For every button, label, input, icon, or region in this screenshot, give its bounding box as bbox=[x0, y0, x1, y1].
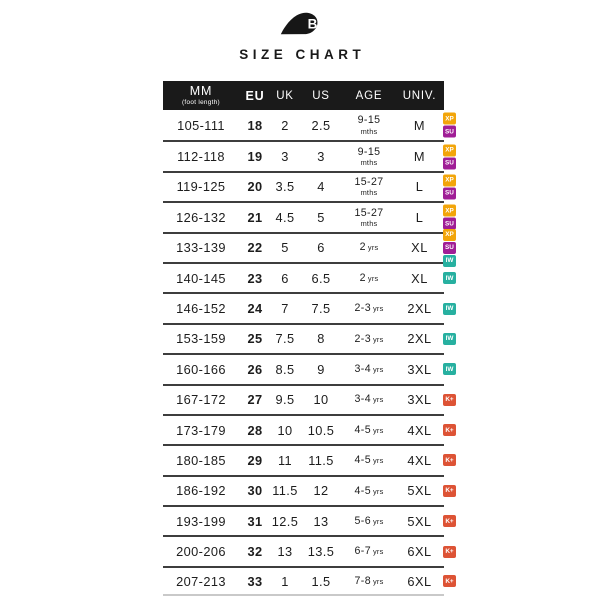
cell-us-size: 6 bbox=[317, 240, 325, 256]
age-unit: yrs bbox=[367, 273, 379, 283]
cell-uk-size: 7.5 bbox=[275, 331, 295, 347]
badge-su: SU bbox=[443, 157, 456, 169]
cell-eu-size: 33 bbox=[247, 573, 263, 589]
cell-age bbox=[343, 364, 395, 375]
table-row bbox=[163, 535, 454, 565]
cell-age bbox=[343, 303, 395, 314]
age-unit: yrs bbox=[373, 547, 384, 557]
age-unit: yrs bbox=[373, 456, 384, 466]
cell-age bbox=[343, 425, 395, 436]
table-row bbox=[163, 475, 454, 505]
table-row bbox=[163, 505, 454, 535]
cell-age bbox=[343, 455, 395, 466]
cell-eu-size: 30 bbox=[247, 483, 263, 499]
cell-age bbox=[343, 115, 395, 135]
cell-age bbox=[343, 177, 395, 197]
age-unit: yrs bbox=[373, 395, 384, 405]
age-value: 5-6 bbox=[354, 514, 372, 527]
age-unit: yrs bbox=[373, 486, 384, 496]
header-eu: EU bbox=[245, 88, 265, 103]
badge-kplus: K+ bbox=[443, 485, 456, 497]
age-value: 4-5 bbox=[354, 454, 372, 467]
badge-iw: IW bbox=[443, 255, 456, 267]
cell-eu-size: 24 bbox=[247, 301, 263, 317]
cell-us-size: 13 bbox=[313, 513, 329, 529]
cell-universal-size: 2XL bbox=[407, 301, 432, 317]
cell-uk-size: 11.5 bbox=[272, 483, 298, 499]
header-uk: UK bbox=[276, 89, 294, 102]
age-value: 15-27 bbox=[354, 176, 384, 189]
age-value: 6-7 bbox=[354, 545, 372, 558]
cell-uk-size: 3.5 bbox=[275, 179, 295, 195]
cell-eu-size: 27 bbox=[247, 392, 263, 408]
badge-kplus: K+ bbox=[443, 575, 456, 587]
badge-su: SU bbox=[443, 218, 456, 230]
cell-uk-size: 7 bbox=[281, 301, 289, 317]
cell-eu-size: 26 bbox=[247, 361, 263, 377]
cell-age bbox=[343, 242, 395, 253]
badge-stack bbox=[443, 546, 456, 558]
cell-uk-size: 6 bbox=[281, 270, 289, 286]
table-row bbox=[163, 353, 454, 383]
cell-uk-size: 11 bbox=[277, 452, 293, 468]
cell-mm-range: 146-152 bbox=[176, 301, 226, 317]
cell-us-size: 12 bbox=[313, 483, 329, 499]
age-unit: mths bbox=[360, 126, 378, 136]
cell-universal-size: 4XL bbox=[407, 452, 432, 468]
age-value: 3-4 bbox=[354, 363, 372, 376]
cell-age bbox=[343, 273, 395, 284]
badge-kplus: K+ bbox=[443, 515, 456, 527]
table-row bbox=[163, 110, 454, 140]
cell-universal-size: 3XL bbox=[407, 392, 432, 408]
badge-kplus: K+ bbox=[443, 546, 456, 558]
table-row bbox=[163, 444, 454, 474]
age-unit: mths bbox=[360, 157, 378, 167]
table-row bbox=[163, 171, 454, 201]
cell-universal-size: 3XL bbox=[407, 361, 432, 377]
cell-uk-size: 12.5 bbox=[271, 513, 299, 529]
cell-mm-range: 126-132 bbox=[176, 209, 226, 225]
cell-us-size: 6.5 bbox=[311, 270, 331, 286]
cell-universal-size: 5XL bbox=[407, 513, 432, 529]
age-value: 2-3 bbox=[354, 302, 372, 315]
cell-uk-size: 3 bbox=[281, 149, 289, 165]
badge-stack bbox=[443, 424, 456, 436]
cell-universal-size: M bbox=[413, 117, 426, 133]
cell-mm-range: 153-159 bbox=[176, 331, 226, 347]
age-unit: mths bbox=[360, 218, 378, 228]
badge-stack bbox=[443, 454, 456, 466]
badge-stack bbox=[443, 205, 456, 230]
badge-stack bbox=[443, 485, 456, 497]
age-value: 4-5 bbox=[354, 423, 372, 436]
badge-stack bbox=[443, 515, 456, 527]
cell-us-size: 5 bbox=[317, 209, 325, 225]
cell-eu-size: 25 bbox=[247, 331, 263, 347]
badge-kplus: K+ bbox=[443, 454, 456, 466]
age-unit: mths bbox=[360, 188, 378, 198]
badge-stack bbox=[443, 363, 456, 375]
table-row bbox=[163, 566, 454, 596]
cell-universal-size: XL bbox=[411, 270, 428, 286]
badge-stack bbox=[443, 174, 456, 199]
svg-text:B: B bbox=[307, 16, 318, 32]
cell-us-size: 8 bbox=[317, 331, 325, 347]
cell-universal-size: L bbox=[415, 179, 424, 195]
cell-mm-range: 160-166 bbox=[176, 361, 226, 377]
cell-universal-size: 2XL bbox=[407, 331, 432, 347]
badge-iw: IW bbox=[443, 303, 456, 315]
cell-mm-range: 112-118 bbox=[177, 149, 225, 165]
cell-uk-size: 4.5 bbox=[275, 209, 295, 225]
cell-us-size: 10.5 bbox=[307, 422, 335, 438]
cell-uk-size: 13 bbox=[277, 544, 293, 560]
age-unit: yrs bbox=[373, 576, 384, 586]
cell-uk-size: 8.5 bbox=[275, 361, 295, 377]
brand-logo-icon bbox=[280, 9, 320, 38]
badge-su: SU bbox=[443, 187, 456, 199]
age-value: 2-3 bbox=[354, 332, 372, 345]
cell-eu-size: 32 bbox=[247, 544, 263, 560]
badge-xp: XP bbox=[443, 113, 456, 125]
age-value: 9-15 bbox=[357, 114, 381, 127]
cell-eu-size: 31 bbox=[247, 513, 263, 529]
table-row bbox=[163, 231, 454, 265]
cell-uk-size: 10 bbox=[277, 422, 293, 438]
badge-stack bbox=[443, 229, 456, 267]
table-header bbox=[163, 81, 444, 110]
badge-kplus: K+ bbox=[443, 394, 456, 406]
cell-age bbox=[343, 147, 395, 167]
header-age: AGE bbox=[355, 89, 383, 102]
badge-xp: XP bbox=[443, 144, 456, 156]
age-value: 15-27 bbox=[354, 206, 384, 219]
badge-kplus: K+ bbox=[443, 424, 456, 436]
table-row bbox=[163, 201, 454, 231]
header-mm bbox=[163, 85, 239, 106]
cell-uk-size: 9.5 bbox=[275, 392, 295, 408]
table-row bbox=[163, 323, 454, 353]
cell-us-size: 9 bbox=[317, 361, 325, 377]
cell-us-size: 3 bbox=[317, 149, 325, 165]
header-mm-label: MM bbox=[189, 84, 213, 99]
age-unit: yrs bbox=[373, 304, 384, 314]
cell-mm-range: 207-213 bbox=[176, 573, 226, 589]
cell-eu-size: 21 bbox=[247, 209, 263, 225]
age-value: 2 bbox=[359, 271, 366, 284]
cell-universal-size: XL bbox=[411, 240, 428, 256]
age-unit: yrs bbox=[373, 334, 384, 344]
cell-universal-size: 4XL bbox=[407, 422, 432, 438]
age-unit: yrs bbox=[373, 425, 384, 435]
cell-mm-range: 105-111 bbox=[177, 117, 225, 133]
badge-stack bbox=[443, 333, 456, 345]
cell-universal-size: 5XL bbox=[407, 483, 432, 499]
cell-mm-range: 180-185 bbox=[176, 452, 226, 468]
badge-xp: XP bbox=[443, 229, 456, 241]
badge-su: SU bbox=[443, 126, 456, 138]
cell-mm-range: 200-206 bbox=[176, 544, 226, 560]
cell-us-size: 7.5 bbox=[311, 301, 331, 317]
size-chart-table bbox=[163, 81, 454, 596]
cell-age bbox=[343, 516, 395, 527]
age-value: 9-15 bbox=[357, 145, 381, 158]
cell-us-size: 13.5 bbox=[307, 544, 335, 560]
header-univ: UNIV. bbox=[402, 89, 437, 102]
header-us: US bbox=[312, 89, 330, 102]
cell-universal-size: 6XL bbox=[407, 544, 432, 560]
cell-universal-size: L bbox=[415, 209, 424, 225]
badge-su: SU bbox=[443, 242, 456, 254]
cell-mm-range: 186-192 bbox=[176, 483, 226, 499]
cell-mm-range: 193-199 bbox=[176, 513, 226, 529]
cell-age bbox=[343, 576, 395, 587]
age-value: 2 bbox=[359, 241, 366, 254]
table-row bbox=[163, 414, 454, 444]
cell-age bbox=[343, 486, 395, 497]
header-mm-sublabel: (foot length) bbox=[181, 98, 220, 106]
age-value: 7-8 bbox=[354, 574, 372, 587]
cell-mm-range: 133-139 bbox=[176, 240, 226, 256]
brand-logo bbox=[280, 9, 320, 38]
badge-stack bbox=[443, 575, 456, 587]
cell-uk-size: 5 bbox=[281, 240, 289, 256]
age-unit: yrs bbox=[373, 516, 384, 526]
age-value: 4-5 bbox=[354, 484, 372, 497]
badge-stack bbox=[443, 113, 456, 138]
badge-stack bbox=[443, 394, 456, 406]
table-row bbox=[163, 262, 454, 292]
age-unit: yrs bbox=[373, 365, 384, 375]
badge-iw: IW bbox=[443, 272, 456, 284]
cell-mm-range: 119-125 bbox=[176, 179, 226, 195]
badge-stack bbox=[443, 272, 456, 284]
cell-eu-size: 29 bbox=[247, 452, 263, 468]
cell-eu-size: 20 bbox=[247, 179, 263, 195]
age-unit: yrs bbox=[367, 243, 379, 253]
cell-universal-size: 6XL bbox=[407, 573, 432, 589]
cell-mm-range: 140-145 bbox=[176, 270, 226, 286]
cell-eu-size: 19 bbox=[247, 149, 263, 165]
page-title: SIZE CHART bbox=[239, 47, 366, 62]
badge-iw: IW bbox=[443, 363, 456, 375]
cell-eu-size: 22 bbox=[247, 240, 263, 256]
table-row bbox=[163, 140, 454, 170]
badge-iw: IW bbox=[443, 333, 456, 345]
badge-stack bbox=[443, 303, 456, 315]
table-row bbox=[163, 292, 454, 322]
cell-uk-size: 1 bbox=[281, 573, 289, 589]
cell-us-size: 2.5 bbox=[311, 117, 331, 133]
cell-mm-range: 173-179 bbox=[176, 422, 226, 438]
cell-mm-range: 167-172 bbox=[176, 392, 226, 408]
badge-xp: XP bbox=[443, 174, 456, 186]
badge-stack bbox=[443, 144, 456, 169]
cell-eu-size: 28 bbox=[247, 422, 263, 438]
badge-xp: XP bbox=[443, 205, 456, 217]
cell-us-size: 4 bbox=[317, 179, 325, 195]
cell-universal-size: M bbox=[413, 149, 426, 165]
cell-age bbox=[343, 546, 395, 557]
table-body bbox=[163, 110, 454, 596]
cell-us-size: 11.5 bbox=[308, 452, 334, 468]
cell-eu-size: 18 bbox=[247, 117, 263, 133]
cell-uk-size: 2 bbox=[281, 117, 289, 133]
cell-us-size: 10 bbox=[313, 392, 329, 408]
cell-age bbox=[343, 208, 395, 228]
cell-us-size: 1.5 bbox=[311, 573, 331, 589]
cell-eu-size: 23 bbox=[247, 270, 263, 286]
table-row bbox=[163, 384, 454, 414]
age-value: 3-4 bbox=[354, 393, 372, 406]
cell-age bbox=[343, 394, 395, 405]
cell-age bbox=[343, 334, 395, 345]
